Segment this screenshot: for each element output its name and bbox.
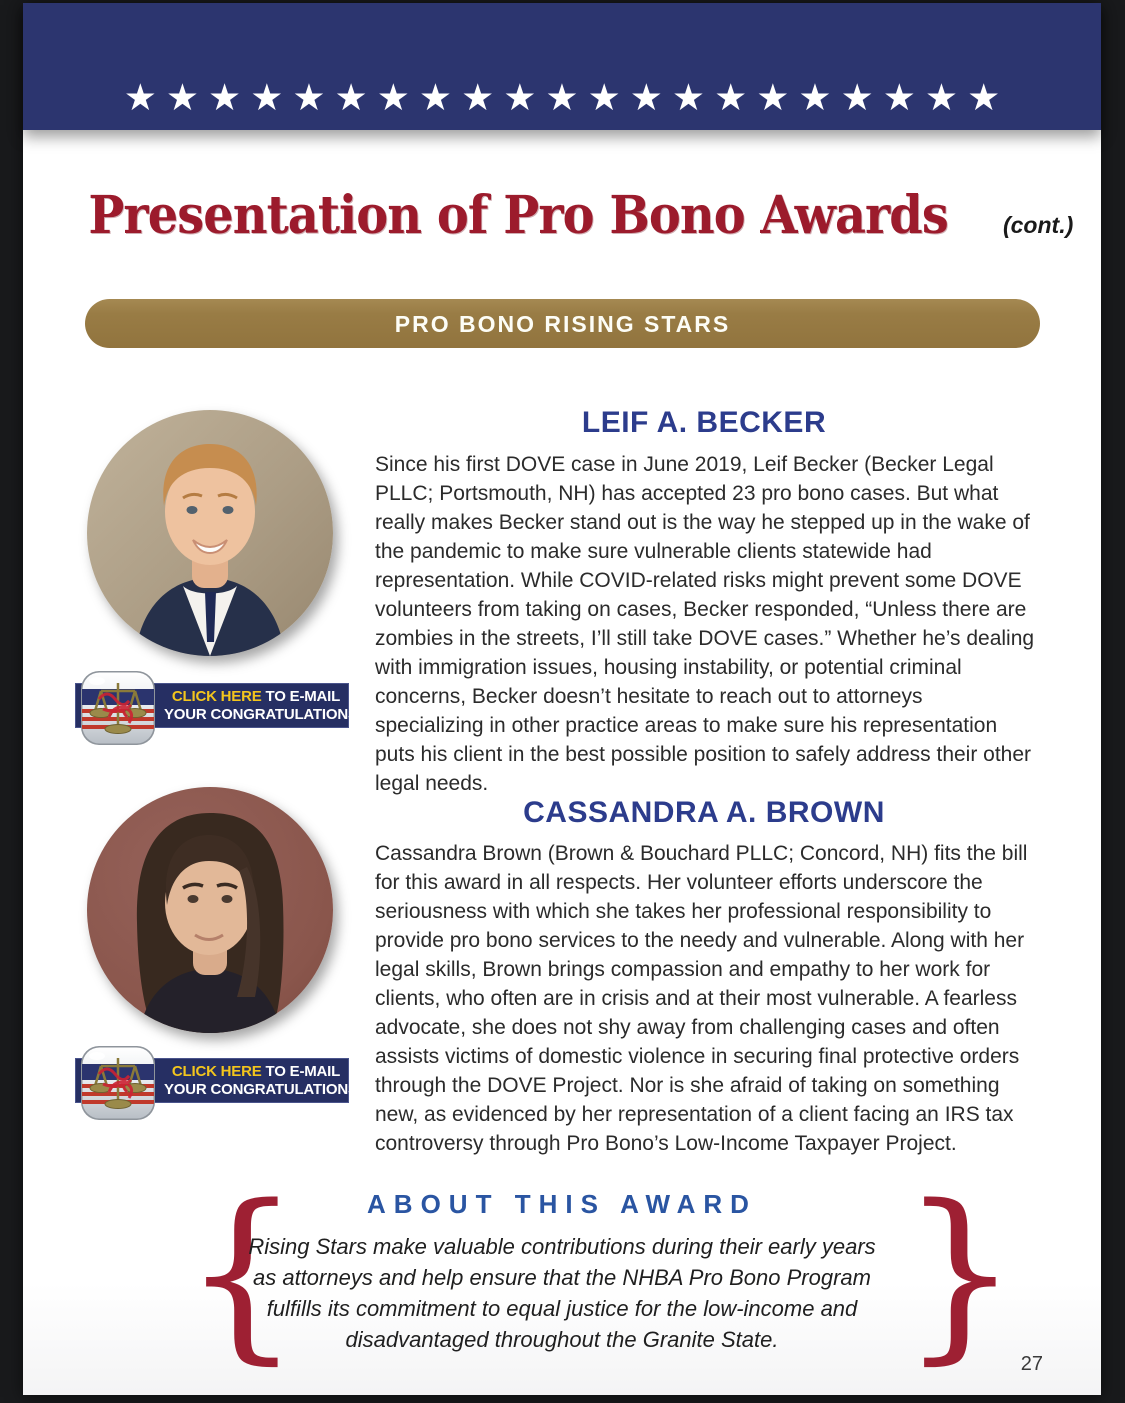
right-brace-decoration: } [901,1165,1019,1381]
scales-of-justice-flag-icon [79,1044,157,1122]
to-email-label: TO E-MAIL [261,687,341,705]
click-here-label: CLICK HERE [171,1062,262,1080]
page-title: Presentation of Pro Bono Awards [88,185,948,246]
page-title-cont-label: (cont.) [1002,212,1074,238]
portrait-photo-cassandra-brown [87,787,333,1033]
page-number: 27 [1020,1353,1043,1375]
awardee-bio-leif-becker: Since his first DOVE case in June 2019, Leif Becker (Becker Legal PLLC; Portsmouth, NH) has accepted 23 pro bono cases. But what really makes Becker stand out is the way he stepped up in the wake of the pandemic to make sure vulnerable clients statewide had representation. While COVID-related risks might prevent some DOVE volunteers from taking on cases, Becker responded, “Unless there are zombies in the streets, I’ll still take DOVE cases.” Whether he’s dealing with immigration issues, housing instability, or potential criminal concerns, Becker doesn’t hesitate to reach out to attorneys specializing in other practice areas to make sure his representation puts his client in the best possible position to safely address their other legal needs. [375,453,1035,795]
email-button-line1 [164,688,348,706]
click-here-label: CLICK HERE [171,687,262,705]
email-congratulations-button-becker[interactable] [75,669,375,753]
about-award-text: Rising Stars make valuable contributions during their early years as attorneys and help ensure that the NHBA Pro Bono Program fulfills its commitment to equal justice for the low-income and disadvantaged throughout the Granite State. [248,1234,876,1352]
portrait-photo-cassandra-brown-graphic [87,787,333,1033]
scales-of-justice-flag-icon [79,669,157,747]
awardee-name-leif-becker: LEIF A. BECKER [581,406,827,439]
title-row [23,185,1101,246]
awardee-name-cassandra-brown: CASSANDRA A. BROWN [523,796,885,829]
to-email-label: TO E-MAIL [261,1062,341,1080]
your-congratulations-label: YOUR CONGRATULATIONS [164,705,358,723]
email-congratulations-button-brown[interactable] [75,1044,375,1128]
left-brace-decoration: { [183,1165,301,1381]
header-flag-band [23,3,1101,130]
email-button-line1 [164,1063,348,1081]
about-award-heading: ABOUT THIS AWARD [367,1189,757,1219]
your-congratulations-label: YOUR CONGRATULATIONS [164,1080,358,1098]
awardee-bio-cassandra-brown: Cassandra Brown (Brown & Bouchard PLLC; Concord, NH) fits the bill for this award in all respects. Her volunteer efforts underscore the seriousness with which she takes her professional responsibility to provide pro bono services to the needy and vulnerable. Along with her legal skills, Brown brings compassion and empathy to her work for clients, who often are in crisis and at their most vulnerable. A fearless advocate, she does not shy away from challenging cases and often assists victims of domestic violence in securing final protective orders through the DOVE Project. Nor is she afraid of taking on something new, as evidenced by her representation of a client facing an IRS tax controversy through Pro Bono’s Low-Income Taxpayer Project. [375,842,1028,1155]
portrait-photo-leif-becker [87,410,333,656]
star-row-icon: ★★★★★★★★★★★★★★★★★★★★★ [123,77,1010,118]
portrait-photo-leif-becker-graphic [87,410,333,656]
section-banner-pro-bono-rising-stars: PRO BONO RISING STARS [85,299,1040,348]
document-page [23,3,1101,1395]
